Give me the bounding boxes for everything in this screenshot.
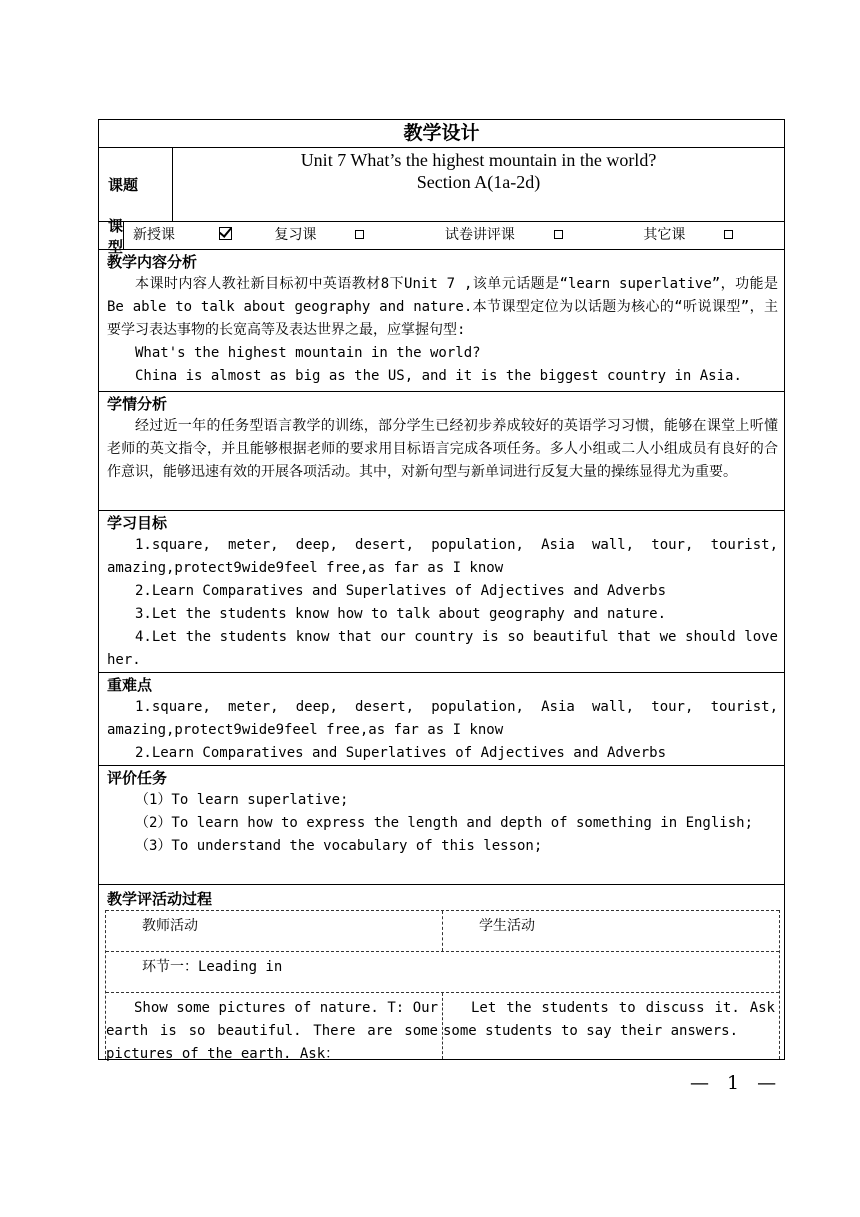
process-section [99, 885, 784, 1060]
option-review-lesson[interactable] [274, 227, 402, 243]
checked-checkbox-icon[interactable] [219, 227, 232, 240]
option-other[interactable] [643, 227, 771, 243]
key-points-heading: 重难点 [107, 676, 153, 694]
option-review-lesson-label: 复习课 [274, 227, 317, 243]
lesson-type-label: 课型 [99, 222, 124, 249]
topic-label: 课题 [99, 148, 173, 221]
student-activity-cell [442, 993, 779, 1059]
lesson-plan-table [98, 119, 785, 1060]
option-exam-review-label: 试卷讲评课 [444, 227, 515, 243]
teacher-activity-header-text: 教师活动 [142, 918, 198, 934]
process-table [105, 910, 780, 1062]
lesson-type-row [99, 216, 784, 256]
student-activity-header [442, 911, 779, 951]
teacher-activity-text: Show some pictures of nature. T: Our earth is so beautiful. There are some pictures of the earth. Ask： [106, 1000, 438, 1062]
objectives-section [99, 511, 784, 673]
evaluation-heading: 评价任务 [107, 769, 168, 787]
stage-1-text: 环节一：Leading in [142, 959, 283, 975]
checkbox-icon[interactable] [355, 230, 364, 239]
objective-item: 2.Learn Comparatives and Superlatives of Adjectives and Adverbs [135, 583, 667, 599]
topic-value [173, 148, 784, 221]
key-point-item: 1.square, meter, deep, desert, population, Asia wall, tour, tourist, amazing,protect9wide9feel free,as far as I know [107, 699, 778, 738]
student-analysis-heading: 学情分析 [107, 395, 168, 413]
student-analysis-text: 经过近一年的任务型语言教学的训练，部分学生已经初步养成较好的英语学习习惯，能够在课堂上听懂老师的英文指令，并且能够根据老师的要求用目标语言完成各项任务。多人小组或二人小组成员有良好的合作意识，能够迅速有效的开展各项活动。其中，对新句型与新单词进行反复大量的操练显得尤为重要。 [107, 418, 778, 480]
document-title: 教学设计 [99, 120, 784, 148]
stage-1-label [106, 952, 779, 992]
evaluation-item: （1）To learn superlative; [135, 792, 349, 808]
option-exam-review[interactable] [445, 227, 601, 243]
process-heading: 教学评活动过程 [107, 890, 213, 908]
topic-line-1: Unit 7 What’s the highest mountain in the world? [300, 150, 657, 170]
topic-line-2: Section A(1a-2d) [416, 172, 541, 192]
content-analysis-text: 本课时内容人教社新目标初中英语教材8下Unit 7 ,该单元话题是“learn superlative”，功能是Be able to talk about geography and nature.本节课型定位为以话题为核心的“听说课型”，主要学习表达事物的长宽高等及表达世界之最，应掌握句型: [107, 276, 778, 338]
process-header-row [106, 910, 779, 951]
evaluation-item: （3）To understand the vocabulary of this lesson; [135, 838, 543, 854]
student-activity-header-text: 学生活动 [479, 918, 535, 934]
objectives-heading: 学习目标 [107, 514, 168, 532]
key-sentence-2: China is almost as big as the US, and it is the biggest country in Asia. [135, 368, 742, 384]
option-other-label: 其它课 [643, 227, 686, 243]
checkbox-icon[interactable] [554, 230, 563, 239]
student-analysis-section [99, 392, 784, 511]
key-points-section [99, 673, 784, 766]
topic-row [99, 148, 784, 222]
evaluation-section [99, 766, 784, 885]
content-analysis-section [99, 250, 784, 392]
option-new-lesson[interactable] [133, 227, 270, 243]
content-analysis-heading: 教学内容分析 [107, 253, 198, 271]
objective-item: 4.Let the students know that our country is so beautiful that we should love her. [107, 629, 778, 668]
objective-item: 1.square, meter, deep, desert, population, Asia wall, tour, tourist, amazing,protect9wide9feel free,as far as I know [107, 537, 778, 576]
teacher-activity-cell [106, 993, 442, 1062]
student-activity-text: Let the students to discuss it. Ask some students to say their answers. [443, 1000, 775, 1039]
evaluation-item: （2）To learn how to express the length and depth of something in English; [135, 815, 754, 831]
page-number: — 1 — [690, 1072, 783, 1094]
lesson-type-options [124, 222, 809, 249]
key-sentence-1: What's the highest mountain in the world? [135, 345, 481, 361]
checkbox-icon[interactable] [724, 230, 733, 239]
activity-row [106, 992, 779, 1062]
stage-row [106, 951, 779, 992]
key-point-item: 2.Learn Comparatives and Superlatives of Adjectives and Adverbs [135, 745, 667, 761]
objective-item: 3.Let the students know how to talk about geography and nature. [135, 606, 667, 622]
teacher-activity-header [106, 911, 442, 951]
option-new-lesson-label: 新授课 [133, 227, 176, 243]
